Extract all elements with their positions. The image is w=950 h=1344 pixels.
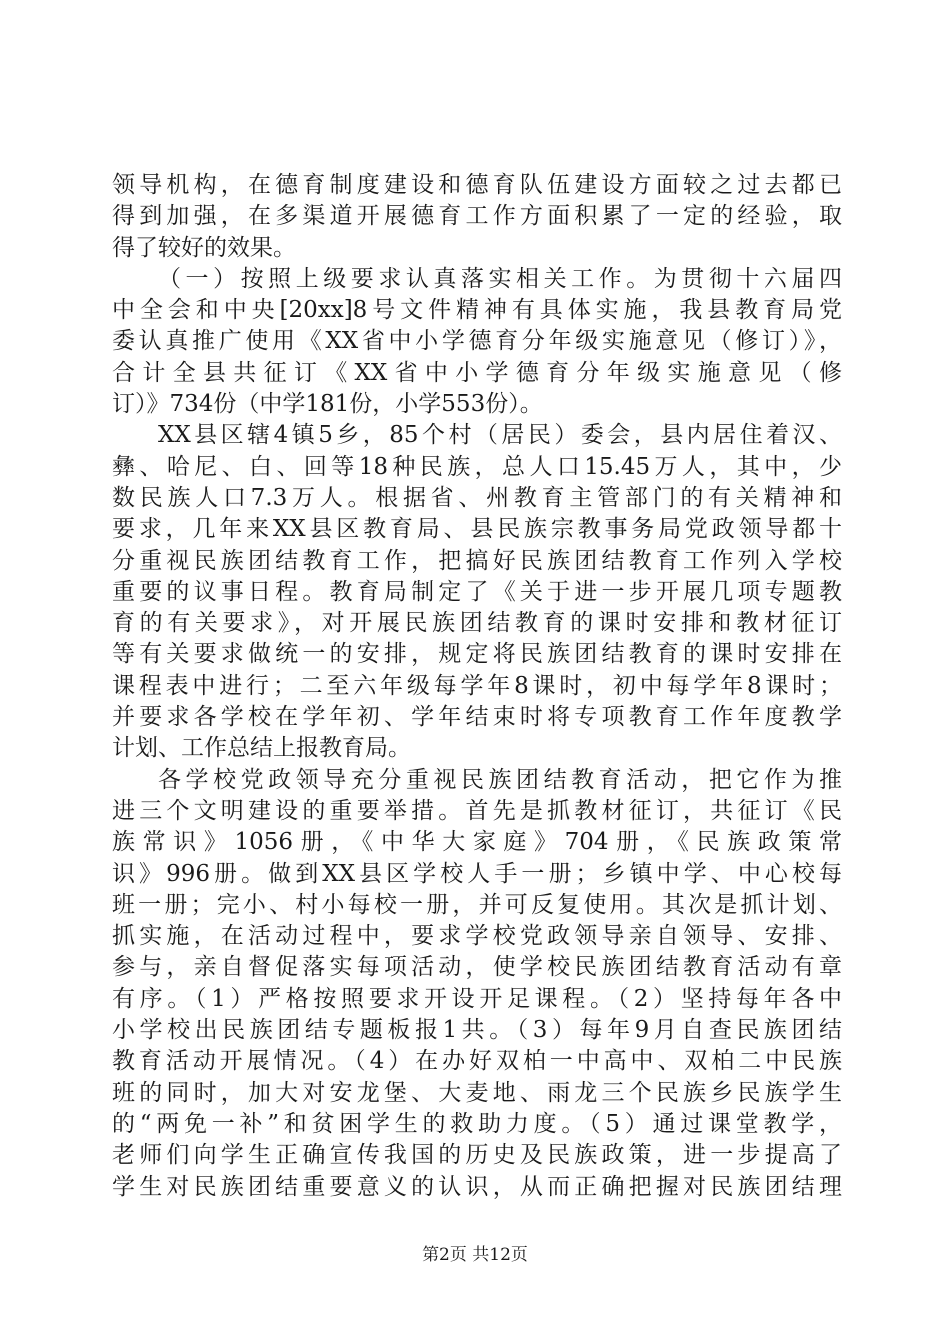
text-line: 彝、哈尼、白、回等18种民族，总人口15.45万人，其中，少: [112, 453, 842, 480]
text-line: 计划、工作总结上报教育局。: [112, 735, 411, 762]
text-line: 识》996册。做到XX县区学校人手一册；乡镇中学、中心校每: [112, 860, 842, 887]
text-line: 课程表中进行；二至六年级每学年8课时，初中每学年8课时；: [112, 672, 842, 699]
text-line: 合计全县共征订《XX省中小学德育分年级实施意见（修: [112, 359, 842, 386]
text-line: 小学校出民族团结专题板报1共。（3）每年9月自查民族团结: [112, 1017, 842, 1044]
text-line: 委认真推广使用《XX省中小学德育分年级实施意见（修订）》，: [112, 328, 842, 355]
text-line: （一）按照上级要求认真落实相关工作。为贯彻十六届四: [158, 265, 842, 292]
text-line: 要求，几年来XX县区教育局、县民族宗教事务局党政领导都十: [112, 516, 842, 543]
document-body: [112, 170, 842, 1203]
text-line: 中全会和中央[20xx]8号文件精神有具体实施，我县教育局党: [112, 297, 842, 324]
text-line: 等有关要求做统一的安排，规定将民族团结教育的课时安排在: [112, 641, 842, 668]
text-line: 订）》734份（中学181份，小学553份）。: [112, 391, 543, 418]
text-line: 参与，亲自督促落实每项活动，使学校民族团结教育活动有章: [112, 954, 842, 981]
text-line: 班一册；完小、村小每校一册，并可反复使用。其次是抓计划、: [112, 891, 842, 918]
text-line: XX县区辖4镇5乡，85个村（居民）委会，县内居住着汉、: [158, 422, 842, 449]
text-line: 学生对民族团结重要意义的认识，从而正确把握对民族团结理: [112, 1173, 842, 1200]
text-line: 领导机构，在德育制度建设和德育队伍建设方面较之过去都已: [112, 172, 842, 198]
text-line: 有序。（1）严格按照要求开设开足课程。（2）坚持每年各中: [112, 985, 842, 1012]
text-line: 重要的议事日程。教育局制定了《关于进一步开展几项专题教: [112, 578, 842, 605]
page-number-footer: 第2页 共12页: [422, 1245, 528, 1265]
text-line: 得了较好的效果。: [112, 234, 296, 261]
text-line: 班的同时，加大对安龙堡、大麦地、雨龙三个民族乡民族学生: [112, 1079, 842, 1106]
text-line: 数民族人口7.3万人。根据省、州教育主管部门的有关精神和: [112, 484, 842, 511]
text-line: 并要求各学校在学年初、学年结束时将专项教育工作年度教学: [112, 704, 842, 731]
text-line: 老师们向学生正确宣传我国的历史及民族政策，进一步提高了: [112, 1142, 842, 1169]
text-line: 各学校党政领导充分重视民族团结教育活动，把它作为推: [158, 766, 842, 793]
text-line: 抓实施，在活动过程中，要求学校党政领导亲自领导、安排、: [112, 923, 842, 950]
text-line: 的“两免一补”和贫困学生的救助力度。（5）通过课堂教学，: [112, 1110, 842, 1137]
text-line: 分重视民族团结教育工作，把搞好民族团结教育工作列入学校: [112, 547, 842, 574]
text-line: 教育活动开展情况。（4）在办好双柏一中高中、双柏二中民族: [112, 1048, 842, 1075]
text-line: 得到加强，在多渠道开展德育工作方面积累了一定的经验，取: [112, 203, 842, 230]
text-line: 进三个文明建设的重要举措。首先是抓教材征订，共征订《民: [112, 797, 842, 824]
text-line: 族常识》1056册，《中华大家庭》704册，《民族政策常: [112, 829, 842, 856]
text-line: 育的有关要求》，对开展民族团结教育的课时安排和教材征订: [112, 610, 842, 637]
